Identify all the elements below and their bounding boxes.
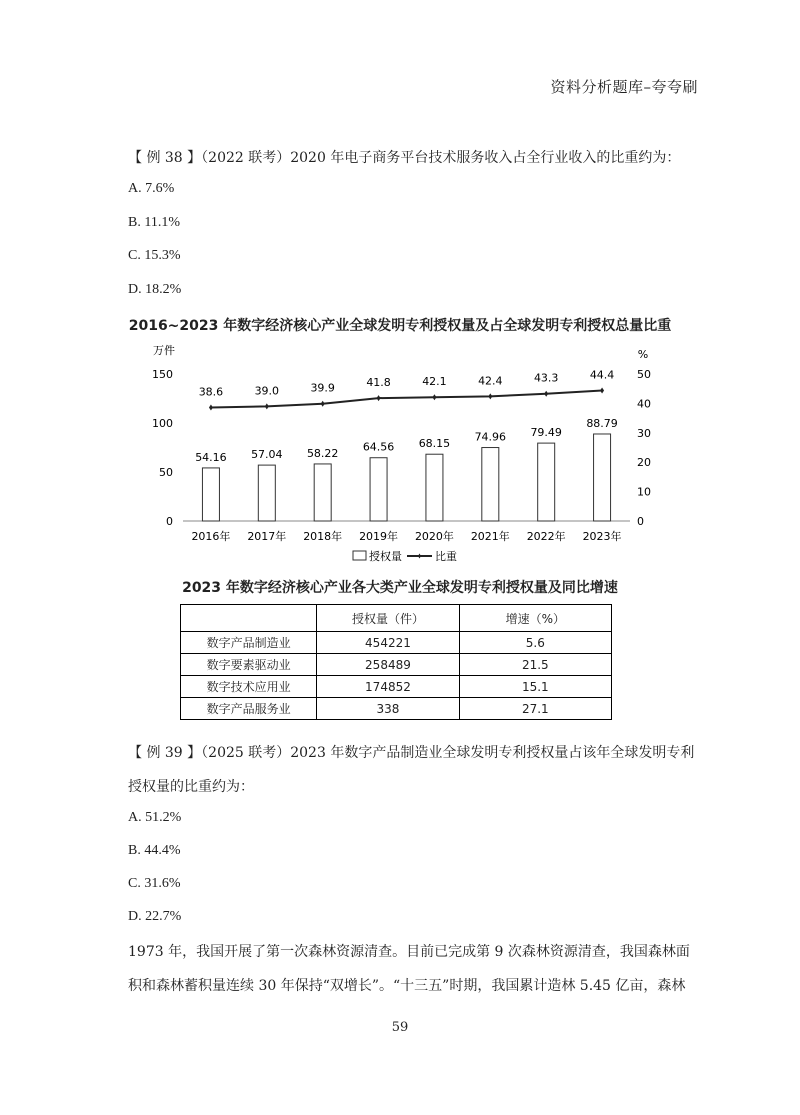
ratio-value-label: 44.4 <box>589 368 615 382</box>
left-tick-label: 150 <box>152 368 173 381</box>
ratio-point <box>321 401 325 407</box>
row-growth: 5.6 <box>459 632 611 654</box>
q38-stem: 【 例 38 】（2022 联考）2020 年电子商务平台技术服务收入占全行业收入的比重约为： <box>128 150 681 166</box>
bar <box>538 443 555 521</box>
ratio-point <box>600 387 604 393</box>
q39-option-d: D. 22.7% <box>128 909 182 924</box>
ratio-point <box>432 394 436 400</box>
row-count: 338 <box>317 698 459 720</box>
right-tick-label: 0 <box>637 515 644 528</box>
bar <box>202 468 219 521</box>
ratio-point <box>265 403 269 409</box>
q39-option-a: A. 51.2% <box>128 810 182 825</box>
ratio-value-label: 38.6 <box>198 385 224 399</box>
x-tick-label: 2020年 <box>414 530 454 543</box>
bar <box>258 465 275 521</box>
q39-option-c: C. 31.6% <box>128 876 181 891</box>
ratio-value-label: 42.4 <box>478 374 503 388</box>
ratio-value-label: 39.0 <box>254 384 280 398</box>
x-tick-label: 2023年 <box>582 530 622 543</box>
q38-option-a: A. 7.6% <box>128 181 175 196</box>
ratio-point <box>377 395 381 401</box>
q38-option-c: C. 15.3% <box>128 248 181 263</box>
row-label: 数字技术应用业 <box>181 676 317 698</box>
bar <box>482 448 499 521</box>
left-tick-label: 100 <box>152 417 173 430</box>
table-row <box>181 698 612 720</box>
right-tick-label: 50 <box>637 368 651 381</box>
left-axis-unit: 万件 <box>153 344 175 357</box>
ratio-point <box>209 405 213 411</box>
bar-value-label: 58.22 <box>306 446 339 460</box>
legend-label-line: 比重 <box>435 550 457 563</box>
x-tick-label: 2018年 <box>303 530 343 543</box>
passage-line2: 积和森林蓄积量连续 30 年保持“双增长”。“十三五”时期，我国累计造林 5.45 亿亩，森林 <box>128 978 686 994</box>
ratio-point <box>544 391 548 397</box>
q38-option-d: D. 18.2% <box>128 282 182 297</box>
bar-value-label: 74.96 <box>474 430 507 444</box>
q39-option-b: B. 44.4% <box>128 843 181 858</box>
row-count: 174852 <box>317 676 459 698</box>
table-header-count: 授权量（件） <box>317 605 459 632</box>
row-growth: 15.1 <box>459 676 611 698</box>
q38-option-b: B. 11.1% <box>128 215 180 230</box>
page-number: 59 <box>391 1020 409 1035</box>
right-tick-label: 10 <box>637 485 651 499</box>
ratio-value-label: 39.9 <box>310 381 335 395</box>
table-title: 2023 年数字经济核心产业各大类产业全球发明专利授权量及同比增速 <box>182 580 618 596</box>
left-tick-label: 0 <box>166 515 173 528</box>
page-header: 资料分析题库–夸夸刷 <box>550 78 698 96</box>
right-axis-unit: % <box>637 348 649 361</box>
x-tick-label: 2019年 <box>359 530 399 543</box>
ratio-point <box>488 393 492 399</box>
table-row <box>181 632 612 654</box>
q39-stem-line1: 【 例 39 】（2025 联考）2023 年数字产品制造业全球发明专利授权量占该年全球发明专利 <box>128 745 695 761</box>
table-header-blank <box>181 605 317 632</box>
ratio-value-label: 41.8 <box>366 376 391 390</box>
bar-value-label: 79.49 <box>530 426 562 440</box>
table-row <box>181 676 612 698</box>
bar <box>594 434 611 521</box>
bar <box>426 454 443 521</box>
bar-value-label: 68.15 <box>418 437 451 451</box>
right-tick-label: 30 <box>637 426 651 440</box>
ratio-value-label: 42.1 <box>422 375 447 389</box>
table-header-row <box>181 605 612 632</box>
right-tick-label: 20 <box>637 456 651 470</box>
row-label: 数字产品服务业 <box>181 698 317 720</box>
x-tick-label: 2022年 <box>526 530 566 543</box>
row-label: 数字产品制造业 <box>181 632 317 654</box>
bar <box>370 458 387 521</box>
row-count: 454221 <box>317 632 459 654</box>
x-tick-label: 2017年 <box>247 530 287 543</box>
bar-value-label: 88.79 <box>586 416 618 430</box>
legend-bar-swatch <box>353 551 366 560</box>
bar-value-label: 54.16 <box>195 450 227 464</box>
table-header-growth: 增速（%） <box>459 605 611 632</box>
ratio-value-label: 43.3 <box>533 371 559 385</box>
bar-value-label: 64.56 <box>362 440 395 454</box>
chart-title: 2016~2023 年数字经济核心产业全球发明专利授权量及占全球发明专利授权总量比重 <box>128 318 672 334</box>
row-growth: 21.5 <box>459 654 611 676</box>
x-tick-label: 2021年 <box>470 530 510 543</box>
bar <box>314 464 331 521</box>
data-table <box>180 604 612 720</box>
legend-label-bar: 授权量 <box>369 550 402 563</box>
q39-stem-line2: 授权量的比重约为： <box>128 779 254 795</box>
passage-line1: 1973 年，我国开展了第一次森林资源清查。目前已完成第 9 次森林资源清查，我国森林面 <box>128 944 690 960</box>
table-row <box>181 654 612 676</box>
bar-value-label: 57.04 <box>251 448 283 462</box>
right-tick-label: 40 <box>637 397 651 411</box>
x-tick-label: 2016年 <box>191 530 231 543</box>
left-tick-label: 50 <box>159 466 173 479</box>
legend-line-marker <box>418 554 421 559</box>
row-count: 258489 <box>317 654 459 676</box>
row-label: 数字要素驱动业 <box>181 654 317 676</box>
row-growth: 27.1 <box>459 698 611 720</box>
